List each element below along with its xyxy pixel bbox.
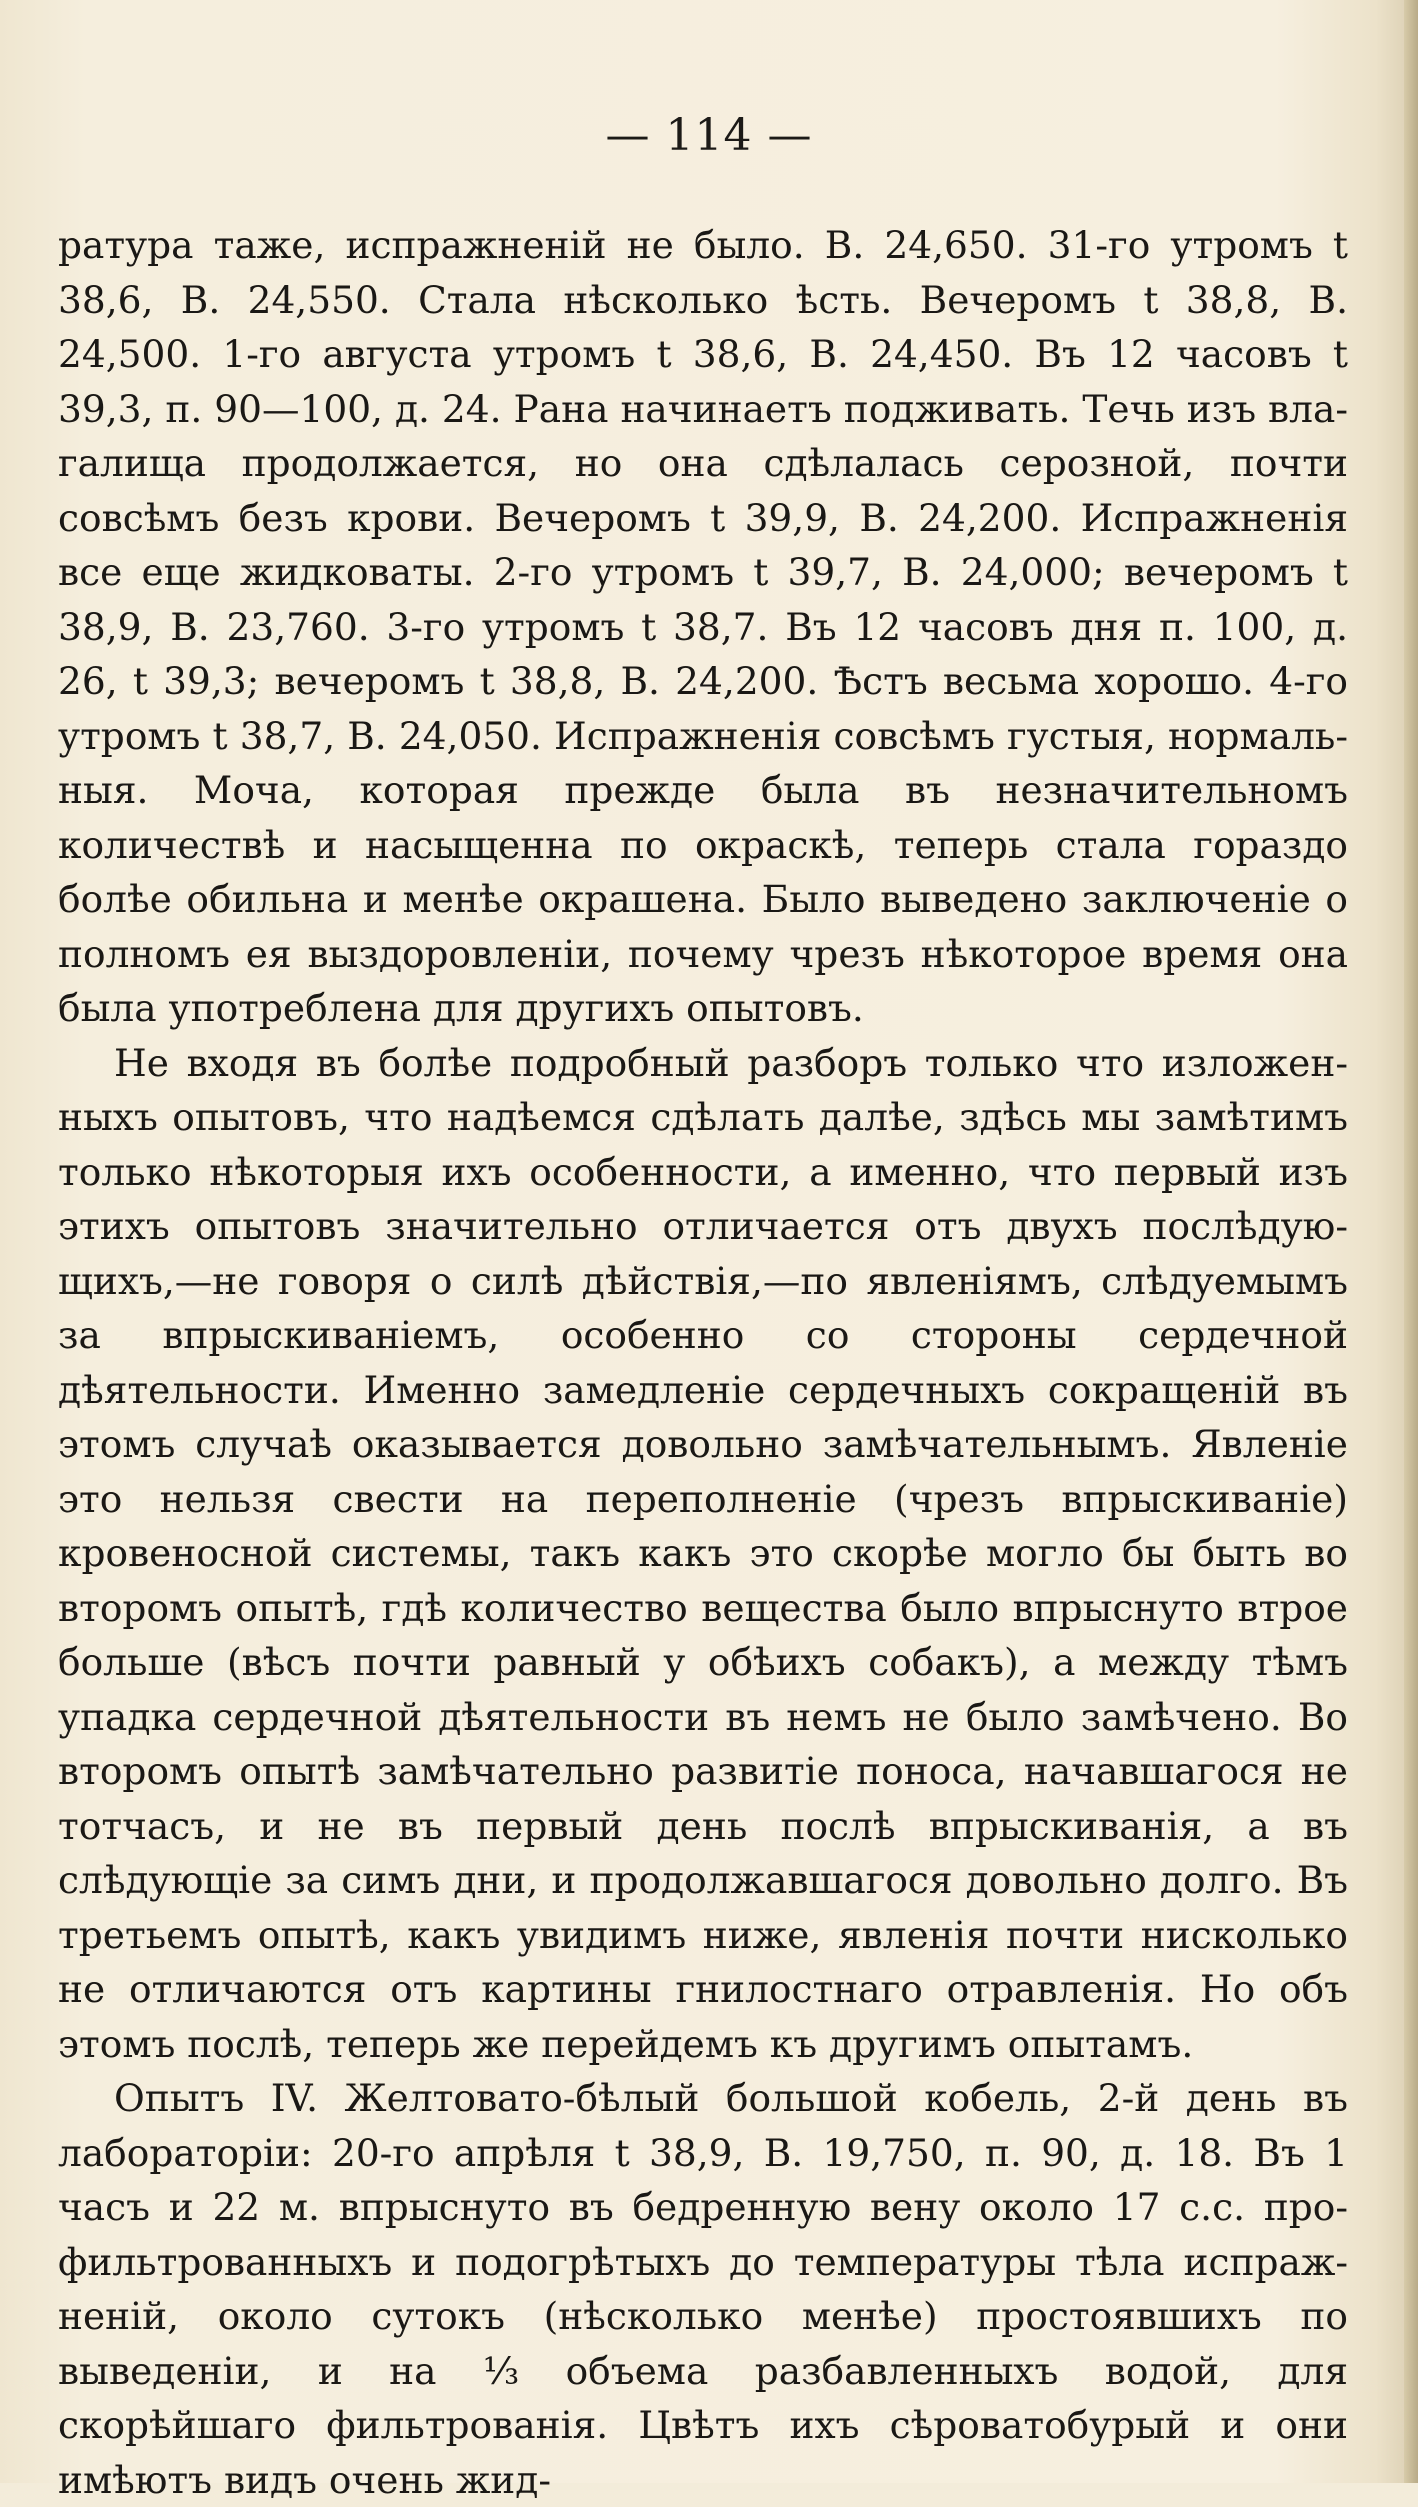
paragraph-experiment-iv: Опытъ IV. Желтовато-бѣлый большой кобель, 2-й день въ лабораторіи: 20-го апрѣля t 38,9, В. 19,750, п. 90, д. 18. Въ 1 часъ и 22 м. впрыснуто въ бедренную вену около 17 с.с. профильтрованныхъ и подогрѣтыхъ до температуры тѣла испражненій, около сутокъ (нѣсколько менѣе) простоявшихъ по выведеніи, и на ⅓ объема разбавленныхъ водой, для скорѣйшаго фильтрованія. Цвѣтъ ихъ сѣроватобурый и они имѣютъ видъ очень жид- (58, 2076, 1348, 2502)
page-number: — 114 — (605, 110, 813, 161)
paragraph-case-continuation: ратура таже, испражненій не было. В. 24,650. 31-го утромъ t 38,6, В. 24,550. Стала нѣсколько ѣсть. Вечеромъ t 38,8, В. 24,500. 1-го августа утромъ t 38,6, В. 24,450. Въ 12 часовъ t 39,3, п. 90—100, д. 24. Рана начинаетъ подживать. Течь изъ влагалища продолжается, но она сдѣлалась серозной, почти совсѣмъ безъ крови. Вечеромъ t 39,9, В. 24,200. Испражненія все еще жидковаты. 2-го утромъ t 39,7, В. 24,000; вечеромъ t 38,9, В. 23,760. 3-го утромъ t 38,7. Въ 12 часовъ дня п. 100, д. 26, t 39,3; вечеромъ t 38,8, В. 24,200. Ѣстъ весьма хорошо. 4-го утромъ t 38,7, В. 24,050. Испражненія совсѣмъ густыя, нормальныя. Моча, которая прежде была въ незначительномъ количествѣ и насыщенна по окраскѣ, теперь стала гораздо болѣе обильна и менѣе окрашена. Было выведено заключеніе о полномъ ея выздоровленіи, почему чрезъ нѣкоторое время она была употреблена для другихъ опытовъ. (58, 223, 1348, 1030)
paragraph-discussion: Не входя въ болѣе подробный разборъ только что изложенныхъ опытовъ, что надѣемся сдѣлать далѣе, здѣсь мы замѣтимъ только нѣкоторыя ихъ особенности, а именно, что первый изъ этихъ опытовъ значительно отличается отъ двухъ послѣдующихъ,—не говоря о силѣ дѣйствія,—по явленіямъ, слѣдуемымъ за впрыскиваніемъ, особенно со стороны сердечной дѣятельности. Именно замедленіе сердечныхъ сокращеній въ этомъ случаѣ оказывается довольно замѣчательнымъ. Явленіе это нельзя свести на переполненіе (чрезъ впрыскиваніе) кровеносной системы, такъ какъ это скорѣе могло бы быть во второмъ опытѣ, гдѣ количество вещества было впрыснуто втрое больше (вѣсъ почти равный у обѣихъ собакъ), а между тѣмъ упадка сердечной дѣятельности въ немъ не было замѣчено. Во второмъ опытѣ замѣчательно развитіе поноса, начавшагося не тотчасъ, и не въ первый день послѣ впрыскиванія, а въ слѣдующіе за симъ дни, и продолжавшагося довольно долго. Въ третьемъ опытѣ, какъ увидимъ ниже, явленія почти нисколько не отличаются отъ картины гнилостнаго отравленія. Но объ этомъ послѣ, теперь же перейдемъ къ другимъ опытамъ. (58, 1040, 1348, 2066)
page-edge-shadow (1404, 0, 1418, 2483)
body-text (58, 218, 1348, 2507)
